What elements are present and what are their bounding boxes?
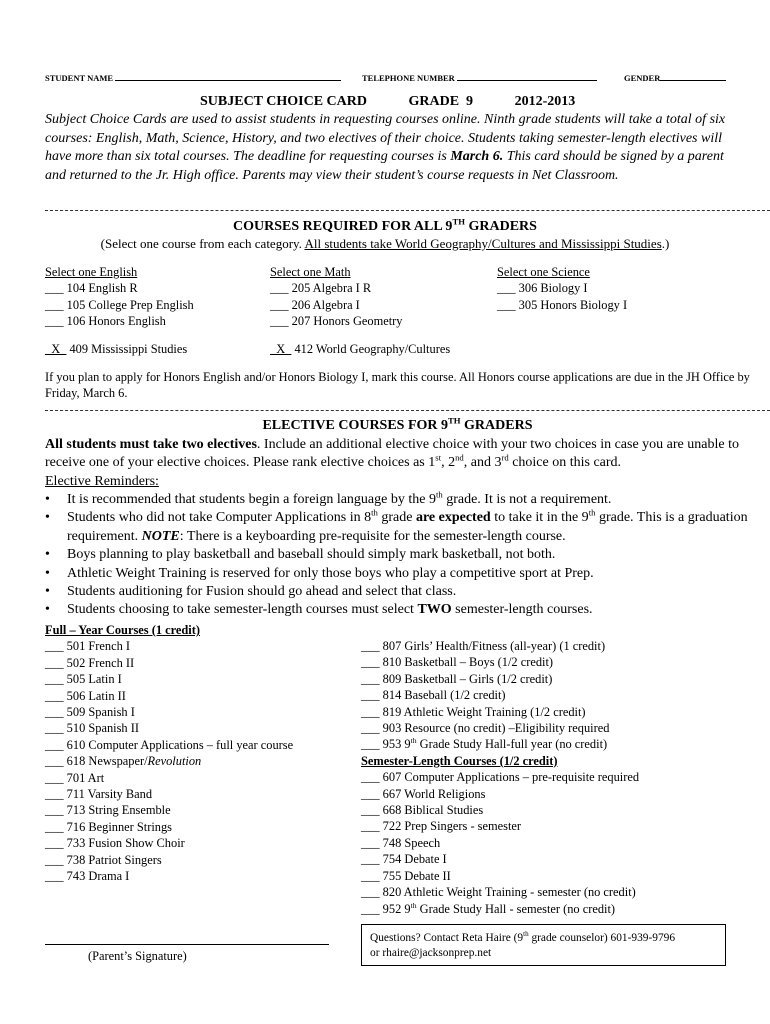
text: It is recommended that students begin a foreign language by the 9 bbox=[67, 492, 436, 507]
sup: nd bbox=[455, 452, 464, 463]
page-title bbox=[200, 94, 613, 110]
course-option[interactable]: ___ 206 Algebra I bbox=[270, 297, 360, 312]
sup: th bbox=[588, 507, 596, 518]
course-option[interactable]: ___ 509 Spanish I bbox=[45, 705, 135, 720]
reminders-label: Elective Reminders: bbox=[45, 473, 159, 489]
course-option[interactable]: ___ 711 Varsity Band bbox=[45, 787, 153, 802]
course-option[interactable]: ___ 716 Beginner Strings bbox=[45, 819, 172, 834]
sup: th bbox=[410, 736, 417, 746]
bold-text: are expected bbox=[415, 510, 491, 526]
checked-mark: _X_ bbox=[45, 342, 67, 356]
sup: th bbox=[435, 489, 443, 500]
sup: rd bbox=[501, 452, 509, 463]
course-option[interactable]: ___ 510 Spanish II bbox=[45, 721, 139, 736]
course-option[interactable] bbox=[361, 736, 639, 752]
text: Questions? Contact Reta Haire (9 bbox=[370, 932, 524, 944]
list-item bbox=[45, 509, 750, 546]
text: Revolution bbox=[147, 754, 202, 769]
course-option[interactable]: ___ 748 Speech bbox=[361, 835, 441, 850]
required-title-sup: TH bbox=[452, 216, 465, 227]
course-option[interactable]: ___ 207 Honors Geometry bbox=[270, 314, 403, 329]
course-option[interactable]: ___ 814 Baseball (1/2 credit) bbox=[361, 688, 506, 703]
elective-title-sup: TH bbox=[448, 415, 461, 426]
elective-title-end: GRADERS bbox=[460, 418, 533, 433]
course-option[interactable] bbox=[361, 901, 639, 917]
elective-intro-end: choice on this card. bbox=[508, 455, 622, 471]
list-item bbox=[45, 583, 750, 601]
list-item bbox=[45, 565, 750, 583]
title-card: SUBJECT CHOICE CARD bbox=[200, 94, 367, 109]
course-option[interactable]: ___ 106 Honors English bbox=[45, 314, 166, 329]
text: Athletic Weight Training is reserved for only those boys who play a competitive sport at Prep. bbox=[67, 565, 594, 581]
list-item bbox=[45, 491, 750, 509]
text: : There is a keyboarding pre-requisite for the semester-length course. bbox=[179, 528, 566, 544]
science-column bbox=[497, 264, 627, 313]
gender-field[interactable] bbox=[624, 71, 726, 83]
text: Boys planning to play basketball and baseball should simply mark basketball, not both. bbox=[67, 547, 556, 563]
bullet-icon: • bbox=[45, 602, 50, 618]
text: grade bbox=[377, 510, 416, 526]
sup: th bbox=[371, 507, 378, 518]
reminders-list bbox=[45, 491, 750, 620]
sup: th bbox=[523, 930, 529, 939]
text: grade. It is not a requirement. bbox=[442, 492, 612, 507]
bullet-icon: • bbox=[45, 565, 50, 581]
course-option[interactable]: ___ 610 Computer Applications – full year course bbox=[45, 737, 294, 752]
instruction-text: (Select one course from each category. bbox=[100, 236, 305, 251]
telephone-line[interactable] bbox=[457, 71, 597, 81]
student-name-field[interactable] bbox=[45, 71, 341, 83]
bullet-icon: • bbox=[45, 584, 50, 600]
text: ___ 953 9 bbox=[361, 737, 411, 752]
student-name-line[interactable] bbox=[115, 71, 341, 81]
questions-line bbox=[370, 931, 725, 946]
bullet-icon: • bbox=[45, 492, 50, 507]
elective-intro-text: . Include an additional elective choice with your two choices in case you are unable to receive one of your elective choices. Please rank elective choices as 1 bbox=[45, 437, 739, 471]
course-option[interactable] bbox=[45, 753, 293, 769]
telephone-field[interactable] bbox=[362, 71, 597, 83]
course-option[interactable]: ___ 738 Patriot Singers bbox=[45, 852, 162, 867]
full-year-right-column bbox=[361, 638, 639, 917]
semester-header: Semester-Length Courses (1/2 credit) bbox=[361, 753, 558, 768]
sep: , and 3 bbox=[463, 455, 502, 471]
course-label: 409 Mississippi Studies bbox=[66, 342, 188, 356]
elective-intro-bold: All students must take two electives bbox=[45, 437, 257, 452]
course-option[interactable]: ___ 820 Athletic Weight Training - semester (no credit) bbox=[361, 885, 636, 900]
note-label: NOTE bbox=[141, 528, 180, 544]
text: grade. This is a graduation requirement. bbox=[67, 510, 748, 544]
text: grade counselor) 601-939-9796 bbox=[528, 932, 676, 944]
course-option[interactable]: ___ 305 Honors Biology I bbox=[497, 297, 628, 312]
text: ___ 952 9 bbox=[361, 901, 411, 916]
elective-title bbox=[0, 415, 770, 434]
telephone-label: TELEPHONE NUMBER bbox=[362, 73, 455, 83]
title-grade: GRADE 9 bbox=[408, 94, 474, 109]
course-option[interactable]: ___ 104 English R bbox=[45, 281, 138, 296]
sep: , 2 bbox=[441, 455, 456, 471]
course-option[interactable]: ___ 733 Fusion Show Choir bbox=[45, 836, 185, 851]
title-year: 2012-2013 bbox=[514, 94, 576, 109]
text: Students who did not take Computer Applications in 8 bbox=[67, 510, 372, 526]
course-option[interactable]: ___ 306 Biology I bbox=[497, 281, 588, 296]
course-option[interactable]: ___ 502 French II bbox=[45, 655, 135, 670]
bullet-icon: • bbox=[45, 510, 50, 526]
course-option[interactable]: ___ 506 Latin II bbox=[45, 688, 126, 703]
intro-paragraph bbox=[45, 111, 745, 185]
list-item bbox=[45, 601, 750, 619]
math-header: Select one Math bbox=[270, 265, 351, 279]
course-option[interactable]: ___ 505 Latin I bbox=[45, 672, 122, 687]
course-option[interactable]: ___ 667 World Religions bbox=[361, 786, 486, 801]
elective-intro bbox=[45, 436, 750, 491]
required-title-end: GRADERS bbox=[464, 219, 537, 234]
text: Students choosing to take semester-length courses must select bbox=[67, 602, 418, 618]
bold-text: TWO bbox=[417, 602, 452, 618]
science-header: Select one Science bbox=[497, 265, 590, 279]
course-option[interactable]: ___ 713 String Ensemble bbox=[45, 803, 171, 818]
mississippi-studies-item[interactable] bbox=[45, 342, 187, 357]
sup: th bbox=[410, 900, 417, 910]
student-name-label: STUDENT NAME bbox=[45, 73, 114, 83]
course-option[interactable]: ___ 754 Debate I bbox=[361, 852, 447, 867]
english-header: Select one English bbox=[45, 265, 138, 279]
required-instruction bbox=[0, 236, 770, 252]
intro-text: Subject Choice Cards are used to assist students in requesting courses online. Ninth grade students will take a total of six courses: English, Math, Science, History, and two electives of their choice. Students taking semester-length electives will have more than six total courses. The deadline for requesting courses is bbox=[45, 112, 726, 165]
course-option[interactable]: ___ 807 Girls’ Health/Fitness (all-year) (1 credit) bbox=[361, 639, 606, 653]
elective-title-text: ELECTIVE COURSES FOR 9 bbox=[262, 418, 449, 433]
checked-mark: _X_ bbox=[270, 342, 292, 356]
signature-label: (Parent’s Signature) bbox=[88, 949, 187, 963]
english-column bbox=[45, 264, 194, 330]
course-label: 412 World Geography/Cultures bbox=[291, 342, 451, 356]
course-option[interactable]: ___ 903 Resource (no credit) –Eligibility required bbox=[361, 721, 610, 736]
text: to take it in the 9 bbox=[490, 510, 589, 526]
course-option[interactable]: ___ 819 Athletic Weight Training (1/2 credit) bbox=[361, 704, 586, 719]
course-option[interactable]: ___ 205 Algebra I R bbox=[270, 281, 372, 296]
required-title-text: COURSES REQUIRED FOR ALL 9 bbox=[233, 219, 453, 234]
text: Students auditioning for Fusion should go ahead and select that class. bbox=[67, 584, 457, 600]
gender-line[interactable] bbox=[660, 71, 726, 81]
instruction-underlined: All students take World Geography/Cultures and Mississippi Studies bbox=[304, 236, 662, 251]
sup: st bbox=[435, 452, 442, 463]
divider bbox=[45, 210, 770, 211]
instruction-end: .) bbox=[661, 236, 670, 251]
full-year-left-column bbox=[45, 622, 293, 885]
course-option[interactable]: ___ 809 Basketball – Girls (1/2 credit) bbox=[361, 671, 553, 686]
course-option[interactable]: ___ 668 Biblical Studies bbox=[361, 803, 484, 818]
math-column bbox=[270, 264, 403, 330]
contact-email[interactable]: or rhaire@jacksonprep.net bbox=[370, 947, 492, 959]
course-option[interactable]: ___ 105 College Prep English bbox=[45, 297, 194, 312]
divider bbox=[45, 410, 770, 411]
full-year-header: Full – Year Courses (1 credit) bbox=[45, 623, 200, 637]
honors-note: If you plan to apply for Honors English and/or Honors Biology I, mark this course. All Honors course applications are due in the JH Office by Friday, March 6. bbox=[45, 370, 750, 401]
gender-label: GENDER bbox=[624, 73, 661, 83]
questions-box bbox=[361, 924, 726, 966]
course-option[interactable]: ___ 743 Drama I bbox=[45, 869, 130, 884]
course-option[interactable]: ___ 722 Prep Singers - semester bbox=[361, 819, 522, 834]
deadline: March 6. bbox=[450, 149, 504, 165]
text: Grade Study Hall-full year (no credit) bbox=[416, 737, 608, 752]
course-option[interactable]: ___ 755 Debate II bbox=[361, 868, 451, 883]
course-option[interactable]: ___ 810 Basketball – Boys (1/2 credit) bbox=[361, 655, 554, 670]
text: ___ 618 Newspaper/ bbox=[45, 754, 148, 769]
text: semester-length courses. bbox=[451, 602, 593, 618]
required-title bbox=[0, 216, 770, 235]
course-option[interactable]: ___ 607 Computer Applications – pre-requisite required bbox=[361, 770, 640, 785]
intro-text-end: This card should be signed by a parent and returned to the Jr. High office. Parents may view their student’s course requests in Net Classroom. bbox=[45, 149, 724, 183]
course-option[interactable]: ___ 501 French I bbox=[45, 639, 130, 654]
text: Grade Study Hall - semester (no credit) bbox=[416, 901, 616, 916]
bullet-icon: • bbox=[45, 547, 50, 563]
world-geography-item[interactable] bbox=[270, 342, 450, 357]
course-option[interactable]: ___ 701 Art bbox=[45, 770, 105, 785]
list-item bbox=[45, 546, 750, 564]
signature-line[interactable] bbox=[45, 944, 329, 945]
